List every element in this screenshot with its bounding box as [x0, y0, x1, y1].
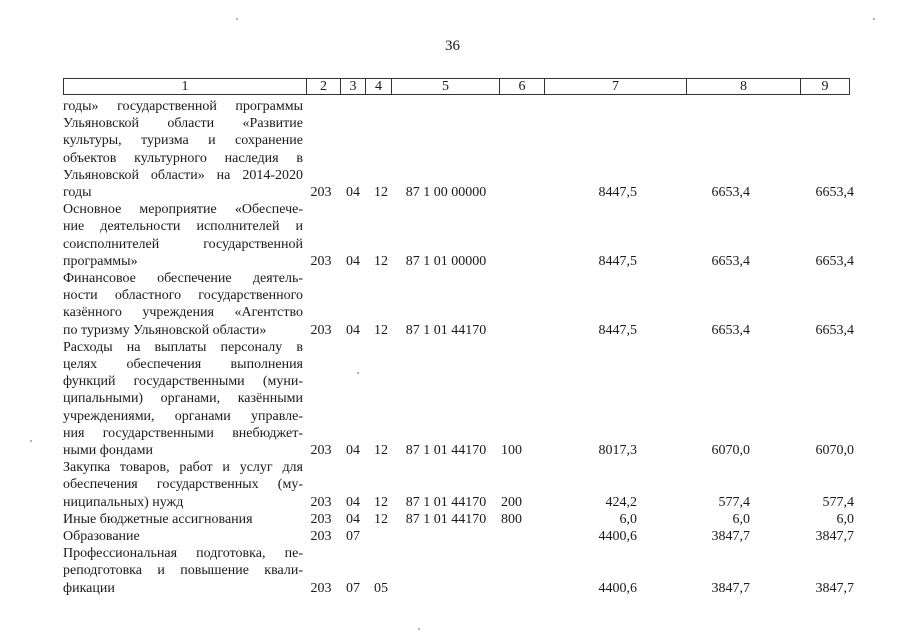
description-line: ными фондами: [63, 443, 154, 459]
row-description: [63, 511, 303, 528]
admin-code: 203: [310, 511, 332, 527]
header-col-1: 1: [64, 79, 307, 94]
description-line: годы» государственной программы: [63, 99, 303, 114]
table-row: [63, 545, 863, 597]
section-code: 07: [346, 580, 360, 596]
description-line: Образование: [63, 529, 140, 545]
description-line: годы: [63, 185, 92, 201]
row-description: [63, 270, 303, 339]
section-code: 04: [346, 185, 360, 201]
target-article: 87 1 01 44170: [405, 511, 487, 527]
amount-col-7: 4400,6: [598, 580, 637, 596]
table-row: [63, 339, 863, 459]
admin-code: 203: [310, 580, 332, 596]
description-line: объектов культурного наследия в: [63, 150, 303, 166]
description-line: соисполнителей государственной: [63, 236, 303, 252]
subsection-code: 12: [374, 253, 388, 269]
description-line: ния государственными внебюджет-: [63, 425, 303, 441]
description-line: Иные бюджетные ассигнования: [63, 511, 253, 527]
amount-col-8: 6653,4: [711, 185, 750, 201]
description-line: по туризму Ульяновской области»: [63, 322, 267, 338]
subsection-code: 12: [374, 494, 388, 510]
amount-col-9: 577,4: [822, 494, 854, 510]
subsection-code: 12: [374, 185, 388, 201]
header-col-5: 5: [392, 79, 500, 94]
amount-col-8: 6,0: [732, 511, 750, 527]
row-description: [63, 545, 303, 597]
admin-code: 203: [310, 494, 332, 510]
scan-speck: [873, 18, 875, 20]
description-line: ниципальных) нужд: [63, 494, 184, 510]
section-code: 04: [346, 511, 360, 527]
section-code: 07: [346, 529, 360, 545]
section-code: 04: [346, 322, 360, 338]
description-line: реподготовка и повышение квали-: [63, 563, 303, 579]
description-line: фикации: [63, 580, 115, 596]
table-header: [63, 78, 850, 95]
amount-col-9: 6653,4: [815, 253, 854, 269]
subsection-code: 05: [374, 580, 388, 596]
amount-col-8: 6653,4: [711, 253, 750, 269]
amount-col-7: 8017,3: [598, 443, 637, 459]
header-col-6: 6: [500, 79, 545, 94]
section-code: 04: [346, 494, 360, 510]
description-line: Ульяновской области» на 2014-2020: [63, 167, 303, 183]
description-line: Профессиональная подготовка, пе-: [63, 546, 303, 562]
amount-col-9: 3847,7: [815, 580, 854, 596]
table-row: [63, 511, 863, 528]
amount-col-9: 6653,4: [815, 185, 854, 201]
subsection-code: 12: [374, 322, 388, 338]
amount-col-7: 424,2: [605, 494, 637, 510]
table-body: [63, 98, 863, 597]
row-description: [63, 528, 303, 545]
target-article: 87 1 01 44170: [405, 443, 487, 459]
expense-type: 800: [501, 511, 522, 527]
amount-col-9: 6,0: [836, 511, 854, 527]
admin-code: 203: [310, 529, 332, 545]
amount-col-9: 3847,7: [815, 529, 854, 545]
amount-col-8: 3847,7: [711, 529, 750, 545]
amount-col-8: 577,4: [718, 494, 750, 510]
amount-col-7: 8447,5: [598, 253, 637, 269]
amount-col-9: 6653,4: [815, 322, 854, 338]
description-line: функций государственными (муни-: [63, 374, 303, 390]
table-row: [63, 98, 863, 201]
row-description: [63, 201, 303, 270]
subsection-code: 12: [374, 511, 388, 527]
scan-speck: [236, 18, 238, 20]
scan-speck: [30, 440, 32, 442]
description-line: казённого учреждения «Агентство: [63, 305, 303, 321]
description-line: Основное мероприятие «Обеспече-: [63, 202, 303, 218]
header-col-9: 9: [821, 79, 829, 94]
description-line: Закупка товаров, работ и услуг для: [63, 460, 303, 476]
amount-col-7: 8447,5: [598, 185, 637, 201]
description-line: ние деятельности исполнителей и: [63, 219, 303, 235]
expense-type: 100: [501, 443, 522, 459]
amount-col-8: 6653,4: [711, 322, 750, 338]
header-col-2: 2: [307, 79, 341, 94]
section-code: 04: [346, 253, 360, 269]
admin-code: 203: [310, 443, 332, 459]
table-row: [63, 270, 863, 339]
header-col-4: 4: [366, 79, 392, 94]
admin-code: 203: [310, 185, 332, 201]
amount-col-7: 8447,5: [598, 322, 637, 338]
description-line: ципальными) органами, казёнными: [63, 391, 303, 407]
page-number: 36: [445, 38, 460, 54]
amount-col-7: 4400,6: [598, 529, 637, 545]
table-row: [63, 459, 863, 511]
scan-speck: [418, 628, 420, 630]
scan-speck: [357, 372, 359, 374]
description-line: Ульяновской области «Развитие: [63, 116, 303, 132]
description-line: культуры, туризма и сохранение: [63, 133, 303, 149]
row-description: [63, 459, 303, 511]
row-description: [63, 98, 303, 201]
amount-col-8: 3847,7: [711, 580, 750, 596]
description-line: программы»: [63, 253, 138, 269]
target-article: 87 1 00 00000: [405, 185, 487, 201]
table-row: [63, 528, 863, 545]
amount-col-9: 6070,0: [815, 443, 854, 459]
description-line: ности областного государственного: [63, 288, 303, 304]
admin-code: 203: [310, 253, 332, 269]
section-code: 04: [346, 443, 360, 459]
description-line: Расходы на выплаты персоналу в: [63, 339, 303, 355]
target-article: 87 1 01 44170: [405, 494, 487, 510]
subsection-code: 12: [374, 443, 388, 459]
amount-col-8: 6070,0: [711, 443, 750, 459]
description-line: Финансовое обеспечение деятель-: [63, 271, 303, 287]
expense-type: 200: [501, 494, 522, 510]
admin-code: 203: [310, 322, 332, 338]
table-row: [63, 201, 863, 270]
target-article: 87 1 01 44170: [405, 322, 487, 338]
target-article: 87 1 01 00000: [405, 253, 487, 269]
description-line: целях обеспечения выполнения: [63, 357, 303, 373]
row-description: [63, 339, 303, 459]
header-col-3: 3: [341, 79, 366, 94]
header-col-8: 8: [687, 79, 801, 94]
description-line: учреждениями, органами управле-: [63, 408, 303, 424]
description-line: обеспечения государственных (му-: [63, 477, 303, 493]
amount-col-7: 6,0: [619, 511, 637, 527]
header-col-7: 7: [545, 79, 687, 94]
